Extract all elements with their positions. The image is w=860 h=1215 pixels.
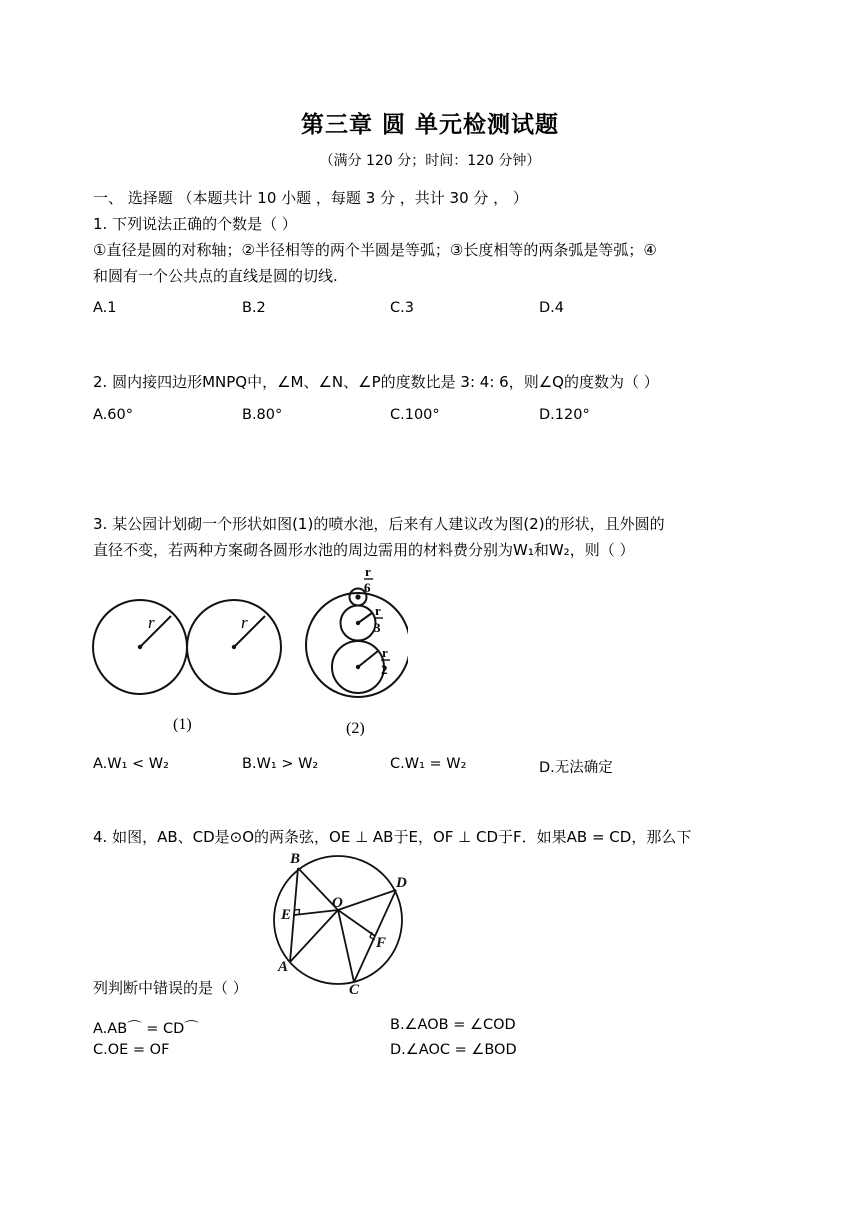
q3-option-c: C.W₁ = W₂	[390, 756, 467, 772]
fig1-label-r-right: r	[241, 613, 248, 632]
q3-fountain-figure	[88, 565, 408, 740]
q2-option-d: D.120°	[539, 407, 590, 423]
fig2-frac-r6-den: 6	[364, 580, 371, 595]
q1-option-d: D.4	[539, 300, 564, 316]
q1-option-a: A.1	[93, 300, 117, 316]
q4-option-c: C.OE = OF	[93, 1042, 170, 1058]
fig2-frac-r2-den: 2	[381, 662, 388, 677]
q3-stem-line: 直径不变，若两种方案砌各圆形水池的周边需用的材料费分别为W₁和W₂，则（ ）	[93, 541, 635, 559]
page-title: 第三章 圆 单元检测试题	[300, 112, 559, 138]
label-c: C	[349, 982, 360, 998]
q4-stem: 4. 如图，AB、CD是⊙O的两条弦，OE ⊥ AB于E，OF ⊥ CD于F．如果AB = CD，那么下	[93, 828, 692, 846]
q3-option-d: D.无法确定	[539, 760, 613, 776]
fig2-frac-r6-num: r	[365, 565, 371, 579]
q1-statement-line: 和圆有一个公共点的直线是圆的切线.	[93, 267, 338, 285]
q4-option-b: B.∠AOB = ∠COD	[390, 1017, 516, 1033]
q2-option-b: B.80°	[242, 407, 283, 423]
q4-stem-line: 列判断中错误的是（ ）	[93, 979, 248, 997]
q4-option-d: D.∠AOC = ∠BOD	[390, 1042, 517, 1058]
label-f: F	[376, 935, 387, 951]
fig2-caption: (2)	[346, 720, 365, 737]
fig2-radius-half	[358, 651, 378, 667]
label-a: A	[278, 959, 289, 975]
q3-option-b: B.W₁ > W₂	[242, 756, 319, 772]
fig2-frac-r3-den: 3	[374, 620, 381, 635]
q2-option-c: C.100°	[390, 407, 440, 423]
q2-stem: 2. 圆内接四边形MNPQ中，∠M、∠N、∠P的度数比是 3: 4: 6，则∠Q的度数为（ ）	[93, 373, 659, 391]
q4-option-a: A.AB⌒ = CD⌒	[93, 1021, 199, 1037]
q1-option-c: C.3	[390, 300, 414, 316]
fig2-frac-r3-num: r	[375, 603, 381, 618]
label-b: B	[290, 851, 301, 867]
section-heading: 一、 选择题 （本题共计 10 小题 ，每题 3 分 ，共计 30 分 ， ）	[93, 189, 528, 207]
fig1-radius-right	[234, 616, 265, 647]
q3-option-a: A.W₁ < W₂	[93, 756, 169, 772]
q1-option-b: B.2	[242, 300, 266, 316]
fig1-caption: (1)	[173, 716, 192, 733]
q1-statement-line: ①直径是圆的对称轴；②半径相等的两个半圆是等弧；③长度相等的两条弧是等弧；④	[93, 241, 657, 259]
label-d: D	[396, 875, 407, 891]
fig2-frac-r2-num: r	[382, 645, 388, 660]
q4-circle-figure	[268, 848, 418, 998]
fig1-label-r-left: r	[148, 613, 155, 632]
label-e: E	[281, 907, 292, 923]
fig2-outer-circle	[306, 593, 408, 697]
q2-option-a: A.60°	[93, 407, 133, 423]
page-subtitle: （满分 120 分；时间：120 分钟）	[319, 153, 541, 169]
q1-stem: 1. 下列说法正确的个数是（ ）	[93, 215, 297, 233]
label-o: O	[332, 895, 343, 911]
q3-stem: 3. 某公园计划砌一个形状如图(1)的喷水池，后来有人建议改为图(2)的形状，且外圆的	[93, 515, 665, 533]
fig1-radius-left	[140, 616, 171, 647]
fig2-radius-third	[358, 613, 372, 623]
